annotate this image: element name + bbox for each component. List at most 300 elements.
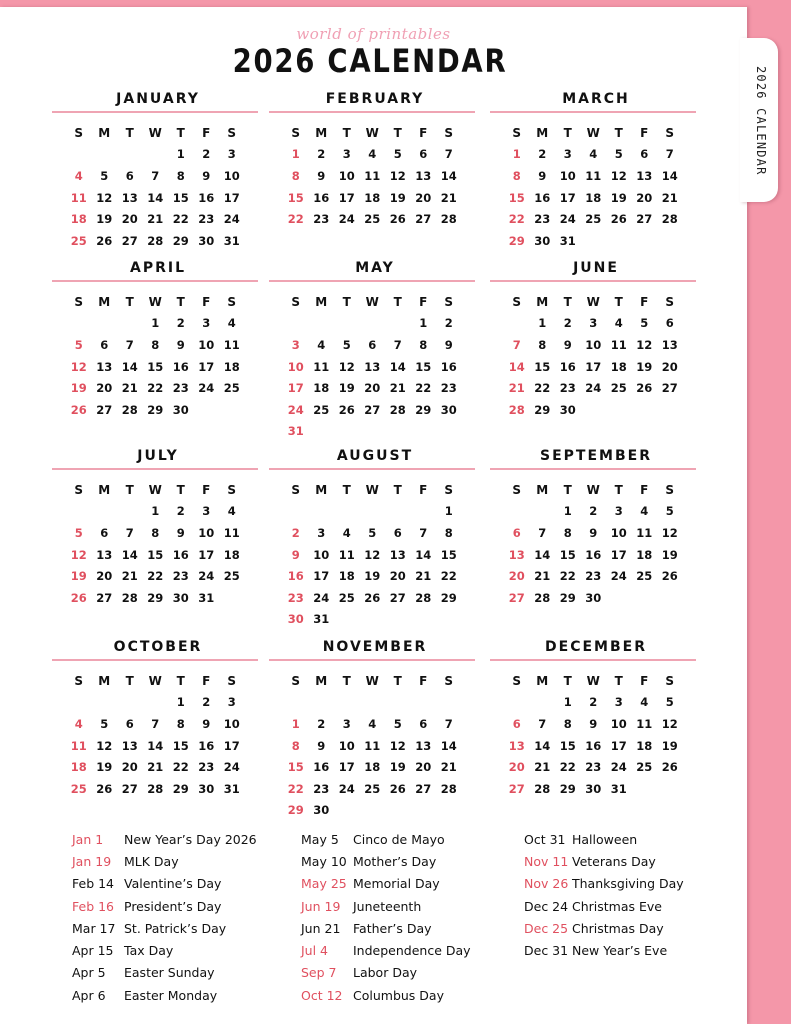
weekday-label: W bbox=[148, 482, 162, 497]
week-row bbox=[52, 165, 258, 187]
day-cell: 1 bbox=[563, 504, 572, 519]
month-title: FEBRUARY bbox=[325, 91, 425, 107]
weekday-label: T bbox=[393, 673, 402, 688]
holiday-name: Christmas Day bbox=[572, 920, 664, 936]
day-cell: 12 bbox=[610, 168, 627, 183]
week-row bbox=[490, 208, 696, 230]
day-cell: 15 bbox=[559, 547, 576, 562]
day-cell: 31 bbox=[287, 424, 304, 439]
holiday-name: Veterans Day bbox=[572, 853, 656, 869]
month-grid bbox=[269, 479, 475, 630]
month-grid bbox=[490, 670, 696, 800]
day-cell: 28 bbox=[121, 402, 138, 417]
day-cell: 8 bbox=[444, 525, 453, 540]
day-cell: 29 bbox=[415, 402, 432, 417]
day-cell: 4 bbox=[614, 316, 623, 331]
day-cell: 17 bbox=[313, 569, 330, 584]
day-cell: 11 bbox=[70, 190, 87, 205]
day-cell: 2 bbox=[202, 695, 211, 710]
day-cell: 22 bbox=[508, 212, 525, 227]
day-cell: 1 bbox=[176, 147, 185, 162]
holiday-date: Nov 26 bbox=[524, 876, 569, 892]
week-row bbox=[269, 800, 475, 822]
weekday-label: S bbox=[74, 482, 84, 497]
day-cell: 23 bbox=[172, 569, 189, 584]
week-row bbox=[269, 735, 475, 757]
holiday-name: New Year’s Eve bbox=[572, 943, 668, 959]
day-cell: 6 bbox=[100, 525, 109, 540]
day-cell: 16 bbox=[585, 547, 602, 562]
weekday-label: S bbox=[291, 482, 301, 497]
weekday-label: T bbox=[176, 294, 185, 309]
holiday-date: May 25 bbox=[301, 876, 347, 892]
day-cell: 8 bbox=[563, 525, 572, 540]
week-row bbox=[52, 544, 258, 566]
day-cell: 12 bbox=[661, 525, 678, 540]
day-cell: 6 bbox=[665, 316, 674, 331]
day-cell: 8 bbox=[291, 738, 300, 753]
day-cell: 14 bbox=[147, 190, 164, 205]
day-cell: 11 bbox=[585, 168, 602, 183]
weekday-label: W bbox=[586, 125, 600, 140]
month-divider bbox=[269, 280, 475, 282]
weekday-label: F bbox=[419, 294, 428, 309]
day-cell: 25 bbox=[70, 233, 87, 248]
weekday-header-row bbox=[52, 291, 258, 313]
weekday-label: W bbox=[586, 482, 600, 497]
weekday-label: T bbox=[125, 294, 134, 309]
day-cell: 17 bbox=[610, 738, 627, 753]
weekday-label: S bbox=[227, 125, 237, 140]
day-cell: 9 bbox=[317, 168, 326, 183]
holiday-name: Tax Day bbox=[124, 943, 174, 959]
holiday-name: Halloween bbox=[572, 831, 638, 847]
holiday-date: Feb 14 bbox=[72, 876, 115, 892]
day-cell: 20 bbox=[661, 359, 678, 374]
day-cell: 22 bbox=[415, 381, 432, 396]
day-cell: 4 bbox=[368, 716, 377, 731]
week-row bbox=[52, 230, 258, 252]
holiday-item bbox=[72, 917, 257, 939]
week-row bbox=[269, 377, 475, 399]
day-cell: 29 bbox=[534, 402, 551, 417]
month-divider bbox=[490, 280, 696, 282]
weekday-label: F bbox=[202, 294, 211, 309]
weekday-label: T bbox=[342, 125, 351, 140]
day-cell: 3 bbox=[589, 316, 598, 331]
day-cell: 8 bbox=[538, 337, 547, 352]
day-cell: 13 bbox=[415, 168, 432, 183]
holiday-name: Easter Monday bbox=[124, 987, 218, 1003]
holiday-name: Juneteenth bbox=[353, 898, 422, 914]
month-march bbox=[490, 90, 696, 252]
day-cell: 19 bbox=[338, 381, 355, 396]
weekday-label: S bbox=[665, 482, 675, 497]
day-cell: 13 bbox=[121, 190, 138, 205]
day-cell: 23 bbox=[313, 212, 330, 227]
holiday-date: May 5 bbox=[301, 831, 339, 847]
month-grid bbox=[269, 291, 475, 442]
day-cell: 20 bbox=[508, 569, 525, 584]
day-cell: 31 bbox=[559, 233, 576, 248]
day-cell: 7 bbox=[151, 716, 160, 731]
day-cell: 14 bbox=[147, 738, 164, 753]
week-row bbox=[269, 756, 475, 778]
day-cell: 5 bbox=[342, 337, 351, 352]
day-cell: 26 bbox=[96, 781, 113, 796]
day-cell: 16 bbox=[534, 190, 551, 205]
day-cell: 9 bbox=[444, 337, 453, 352]
day-cell: 1 bbox=[444, 504, 453, 519]
day-cell: 30 bbox=[313, 803, 330, 818]
day-cell: 16 bbox=[313, 190, 330, 205]
day-cell: 18 bbox=[636, 738, 653, 753]
day-cell: 29 bbox=[287, 803, 304, 818]
day-cell: 25 bbox=[223, 381, 240, 396]
day-cell: 14 bbox=[389, 359, 406, 374]
weekday-label: S bbox=[444, 294, 454, 309]
weekday-header-row bbox=[269, 122, 475, 144]
day-cell: 26 bbox=[70, 590, 87, 605]
holiday-item bbox=[301, 895, 471, 917]
week-row bbox=[490, 778, 696, 800]
day-cell: 25 bbox=[338, 590, 355, 605]
day-cell: 16 bbox=[172, 547, 189, 562]
holiday-item bbox=[72, 939, 257, 961]
month-december bbox=[490, 638, 696, 800]
day-cell: 9 bbox=[317, 738, 326, 753]
month-divider bbox=[52, 280, 258, 282]
weekday-label: M bbox=[536, 125, 549, 140]
holiday-item bbox=[301, 939, 471, 961]
day-cell: 6 bbox=[419, 147, 428, 162]
day-cell: 11 bbox=[223, 525, 240, 540]
day-cell: 22 bbox=[147, 569, 164, 584]
month-title: SEPTEMBER bbox=[540, 448, 652, 464]
day-cell: 13 bbox=[508, 738, 525, 753]
day-cell: 10 bbox=[198, 525, 215, 540]
holiday-item bbox=[301, 984, 471, 1006]
day-cell: 12 bbox=[389, 738, 406, 753]
day-cell: 7 bbox=[151, 168, 160, 183]
day-cell: 16 bbox=[585, 738, 602, 753]
holiday-date: Dec 31 bbox=[524, 943, 569, 959]
week-row bbox=[269, 208, 475, 230]
day-cell: 12 bbox=[364, 547, 381, 562]
weekday-label: W bbox=[365, 673, 379, 688]
day-cell: 15 bbox=[559, 738, 576, 753]
day-cell: 26 bbox=[610, 212, 627, 227]
day-cell: 22 bbox=[559, 569, 576, 584]
day-cell: 25 bbox=[585, 212, 602, 227]
day-cell: 28 bbox=[147, 781, 164, 796]
day-cell: 11 bbox=[364, 168, 381, 183]
weekday-label: W bbox=[365, 294, 379, 309]
day-cell: 10 bbox=[313, 547, 330, 562]
day-cell: 25 bbox=[364, 212, 381, 227]
weekday-label: T bbox=[176, 673, 185, 688]
day-cell: 15 bbox=[534, 359, 551, 374]
day-cell: 13 bbox=[661, 337, 678, 352]
holiday-item bbox=[301, 828, 471, 850]
weekday-label: S bbox=[227, 673, 237, 688]
day-cell: 4 bbox=[368, 147, 377, 162]
holiday-date: Jun 19 bbox=[301, 898, 341, 914]
holiday-name: Thanksgiving Day bbox=[572, 876, 684, 892]
day-cell: 15 bbox=[287, 190, 304, 205]
day-cell: 25 bbox=[636, 760, 653, 775]
day-cell: 2 bbox=[589, 504, 598, 519]
day-cell: 18 bbox=[610, 359, 627, 374]
day-cell: 10 bbox=[287, 359, 304, 374]
day-cell: 27 bbox=[415, 212, 432, 227]
day-cell: 11 bbox=[636, 716, 653, 731]
weekday-label: W bbox=[148, 294, 162, 309]
day-cell: 24 bbox=[585, 381, 602, 396]
day-cell: 5 bbox=[100, 168, 109, 183]
holiday-item bbox=[72, 873, 257, 895]
day-cell: 4 bbox=[640, 695, 649, 710]
weekday-label: F bbox=[202, 482, 211, 497]
weekday-label: M bbox=[98, 673, 111, 688]
day-cell: 8 bbox=[563, 716, 572, 731]
day-cell: 24 bbox=[223, 212, 240, 227]
day-cell: 21 bbox=[121, 569, 138, 584]
day-cell: 22 bbox=[559, 760, 576, 775]
week-row bbox=[52, 334, 258, 356]
weekday-header-row bbox=[269, 670, 475, 692]
weekday-label: S bbox=[227, 482, 237, 497]
day-cell: 6 bbox=[512, 525, 521, 540]
weekday-label: S bbox=[74, 125, 84, 140]
weekday-label: W bbox=[365, 125, 379, 140]
weekday-label: S bbox=[291, 294, 301, 309]
weekday-label: S bbox=[665, 125, 675, 140]
weekday-header-row bbox=[269, 291, 475, 313]
day-cell: 6 bbox=[640, 147, 649, 162]
day-cell: 14 bbox=[440, 168, 457, 183]
weekday-label: S bbox=[74, 294, 84, 309]
day-cell: 16 bbox=[172, 359, 189, 374]
day-cell: 23 bbox=[313, 781, 330, 796]
day-cell: 21 bbox=[147, 760, 164, 775]
month-grid bbox=[52, 122, 258, 252]
day-cell: 24 bbox=[610, 760, 627, 775]
week-row bbox=[269, 313, 475, 335]
month-title: NOVEMBER bbox=[322, 639, 428, 655]
day-cell: 22 bbox=[534, 381, 551, 396]
week-row bbox=[52, 692, 258, 714]
day-cell: 3 bbox=[614, 504, 623, 519]
week-row bbox=[490, 230, 696, 252]
day-cell: 12 bbox=[389, 168, 406, 183]
day-cell: 8 bbox=[419, 337, 428, 352]
day-cell: 20 bbox=[96, 569, 113, 584]
day-cell: 19 bbox=[96, 212, 113, 227]
day-cell: 29 bbox=[508, 233, 525, 248]
week-row bbox=[52, 501, 258, 523]
day-cell: 21 bbox=[147, 212, 164, 227]
day-cell: 8 bbox=[151, 525, 160, 540]
day-cell: 31 bbox=[198, 590, 215, 605]
day-cell: 22 bbox=[172, 760, 189, 775]
week-row bbox=[490, 565, 696, 587]
day-cell: 15 bbox=[440, 547, 457, 562]
page-title: 2026 CALENDAR bbox=[232, 42, 508, 80]
holiday-item bbox=[524, 828, 684, 850]
week-row bbox=[52, 144, 258, 166]
month-divider bbox=[269, 111, 475, 113]
week-row bbox=[269, 165, 475, 187]
week-row bbox=[52, 313, 258, 335]
day-cell: 24 bbox=[223, 760, 240, 775]
day-cell: 24 bbox=[313, 590, 330, 605]
holiday-item bbox=[524, 939, 684, 961]
day-cell: 1 bbox=[151, 504, 160, 519]
day-cell: 14 bbox=[121, 547, 138, 562]
weekday-header-row bbox=[490, 670, 696, 692]
day-cell: 16 bbox=[287, 569, 304, 584]
holiday-date: Dec 24 bbox=[524, 898, 569, 914]
day-cell: 26 bbox=[364, 590, 381, 605]
day-cell: 9 bbox=[563, 337, 572, 352]
day-cell: 15 bbox=[172, 738, 189, 753]
day-cell: 22 bbox=[287, 781, 304, 796]
holiday-name: President’s Day bbox=[124, 898, 222, 914]
day-cell: 21 bbox=[508, 381, 525, 396]
weekday-label: T bbox=[125, 482, 134, 497]
weekday-label: M bbox=[315, 294, 328, 309]
day-cell: 11 bbox=[338, 547, 355, 562]
month-grid bbox=[52, 291, 258, 421]
day-cell: 6 bbox=[100, 337, 109, 352]
day-cell: 3 bbox=[227, 695, 236, 710]
day-cell: 14 bbox=[440, 738, 457, 753]
day-cell: 5 bbox=[74, 337, 83, 352]
month-title: APRIL bbox=[129, 260, 186, 276]
weekday-label: T bbox=[342, 482, 351, 497]
day-cell: 9 bbox=[176, 337, 185, 352]
weekday-label: M bbox=[98, 125, 111, 140]
day-cell: 10 bbox=[610, 525, 627, 540]
month-grid bbox=[490, 479, 696, 609]
day-cell: 28 bbox=[147, 233, 164, 248]
day-cell: 6 bbox=[512, 716, 521, 731]
weekday-label: W bbox=[365, 482, 379, 497]
day-cell: 26 bbox=[636, 381, 653, 396]
day-cell: 31 bbox=[223, 781, 240, 796]
day-cell: 30 bbox=[559, 402, 576, 417]
day-cell: 4 bbox=[342, 525, 351, 540]
weekday-label: M bbox=[315, 482, 328, 497]
weekday-label: T bbox=[614, 294, 623, 309]
day-cell: 3 bbox=[227, 147, 236, 162]
weekday-header-row bbox=[269, 479, 475, 501]
day-cell: 13 bbox=[121, 738, 138, 753]
day-cell: 16 bbox=[313, 760, 330, 775]
day-cell: 28 bbox=[508, 402, 525, 417]
day-cell: 16 bbox=[559, 359, 576, 374]
day-cell: 28 bbox=[534, 590, 551, 605]
day-cell: 27 bbox=[96, 402, 113, 417]
day-cell: 8 bbox=[512, 168, 521, 183]
holiday-name: Memorial Day bbox=[353, 876, 440, 892]
day-cell: 8 bbox=[176, 716, 185, 731]
day-cell: 9 bbox=[538, 168, 547, 183]
day-cell: 10 bbox=[223, 168, 240, 183]
day-cell: 6 bbox=[368, 337, 377, 352]
month-january bbox=[52, 90, 258, 252]
day-cell: 29 bbox=[440, 590, 457, 605]
day-cell: 1 bbox=[151, 316, 160, 331]
holiday-date: Sep 7 bbox=[301, 965, 337, 981]
weekday-label: T bbox=[125, 673, 134, 688]
holiday-name: Independence Day bbox=[353, 943, 471, 959]
day-cell: 7 bbox=[512, 337, 521, 352]
holiday-date: Feb 16 bbox=[72, 898, 115, 914]
weekday-label: T bbox=[614, 482, 623, 497]
day-cell: 29 bbox=[172, 781, 189, 796]
holiday-item bbox=[72, 984, 257, 1006]
weekday-label: S bbox=[444, 673, 454, 688]
day-cell: 3 bbox=[614, 695, 623, 710]
month-june bbox=[490, 259, 696, 421]
day-cell: 18 bbox=[313, 381, 330, 396]
week-row bbox=[52, 735, 258, 757]
day-cell: 20 bbox=[415, 190, 432, 205]
day-cell: 17 bbox=[223, 190, 240, 205]
day-cell: 21 bbox=[440, 190, 457, 205]
day-cell: 18 bbox=[70, 760, 87, 775]
day-cell: 22 bbox=[172, 212, 189, 227]
week-row bbox=[269, 587, 475, 609]
day-cell: 17 bbox=[287, 381, 304, 396]
holiday-date: Apr 6 bbox=[72, 987, 106, 1003]
holiday-date: Dec 25 bbox=[524, 920, 569, 936]
day-cell: 27 bbox=[121, 781, 138, 796]
day-cell: 20 bbox=[121, 760, 138, 775]
day-cell: 16 bbox=[198, 190, 215, 205]
week-row bbox=[490, 522, 696, 544]
day-cell: 19 bbox=[70, 569, 87, 584]
day-cell: 28 bbox=[415, 590, 432, 605]
week-row bbox=[269, 334, 475, 356]
day-cell: 25 bbox=[313, 402, 330, 417]
day-cell: 23 bbox=[534, 212, 551, 227]
holiday-name: Father’s Day bbox=[353, 920, 432, 936]
day-cell: 31 bbox=[313, 612, 330, 627]
day-cell: 17 bbox=[559, 190, 576, 205]
week-row bbox=[490, 399, 696, 421]
holiday-name: New Year’s Day 2026 bbox=[124, 831, 257, 847]
day-cell: 22 bbox=[440, 569, 457, 584]
day-cell: 27 bbox=[508, 781, 525, 796]
week-row bbox=[490, 334, 696, 356]
month-title: JULY bbox=[137, 448, 179, 464]
day-cell: 17 bbox=[338, 760, 355, 775]
day-cell: 19 bbox=[96, 760, 113, 775]
day-cell: 28 bbox=[534, 781, 551, 796]
weekday-label: T bbox=[342, 294, 351, 309]
day-cell: 30 bbox=[585, 590, 602, 605]
day-cell: 27 bbox=[508, 590, 525, 605]
day-cell: 7 bbox=[125, 525, 134, 540]
weekday-label: F bbox=[640, 482, 649, 497]
holiday-date: Nov 11 bbox=[524, 853, 569, 869]
weekday-label: T bbox=[393, 294, 402, 309]
week-row bbox=[52, 565, 258, 587]
day-cell: 30 bbox=[198, 781, 215, 796]
